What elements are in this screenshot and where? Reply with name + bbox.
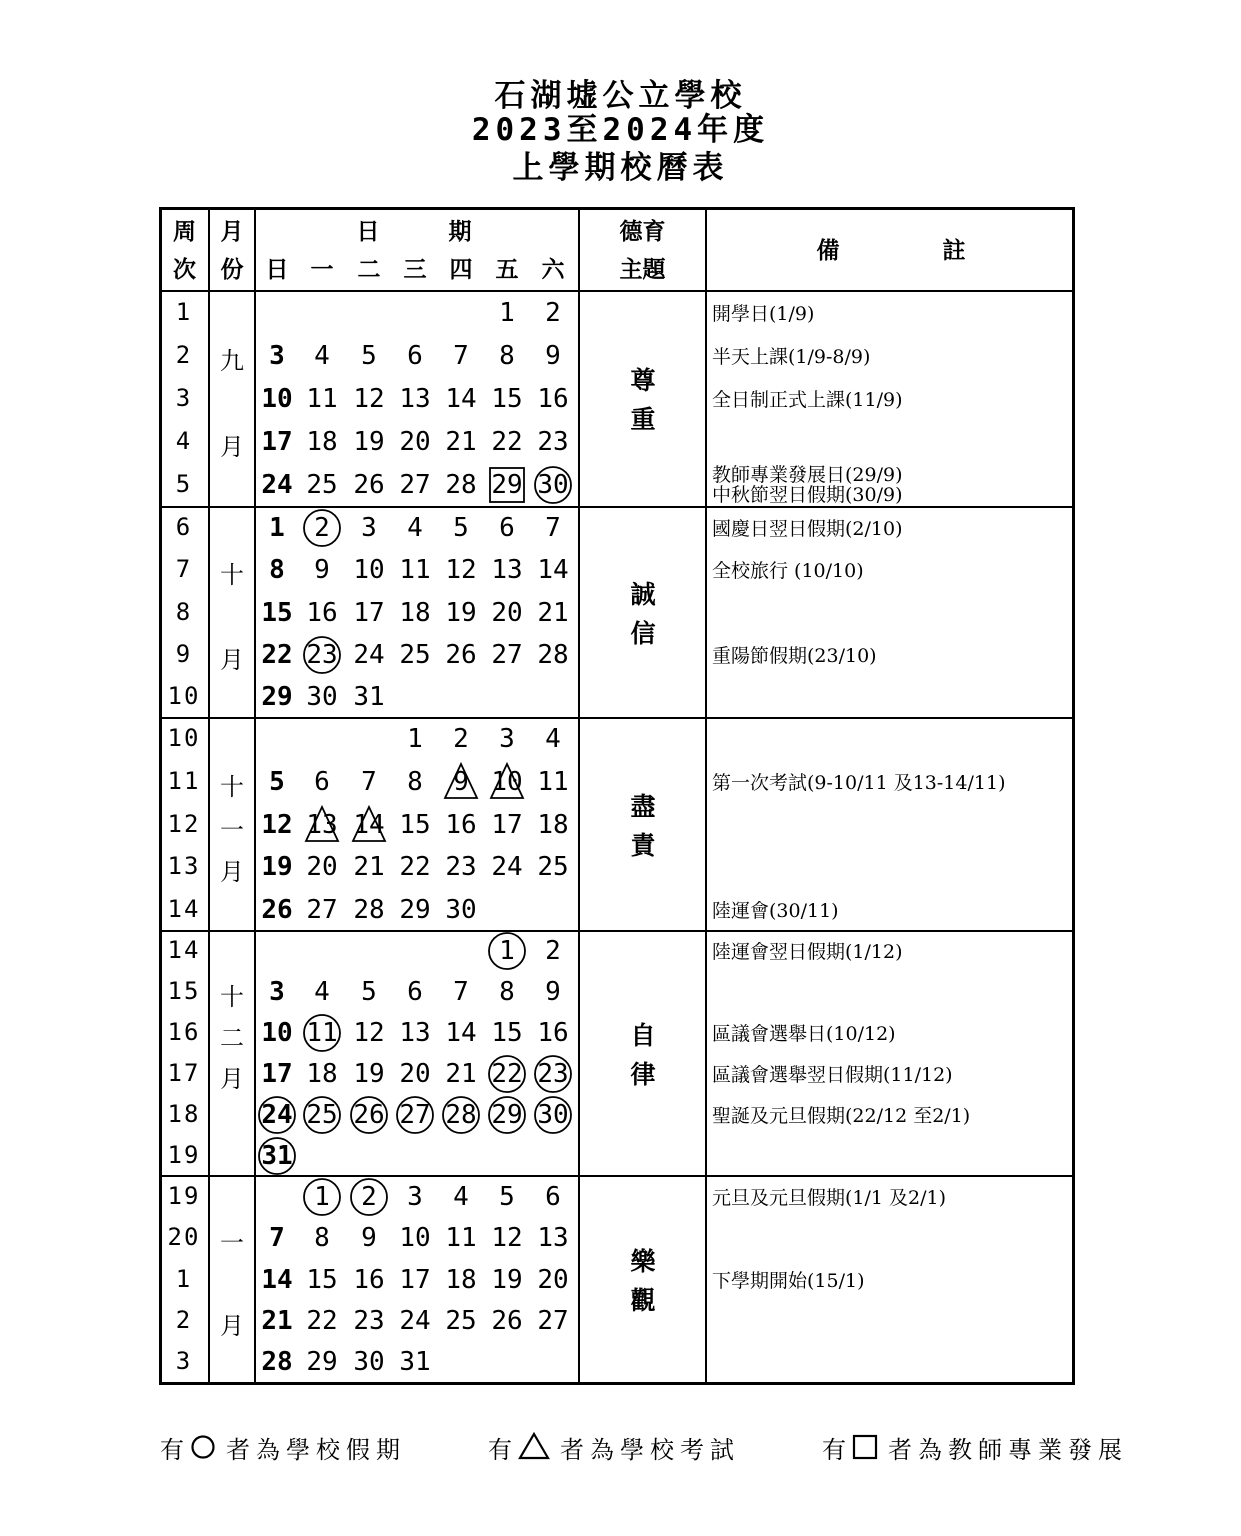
- calendar-day: 22: [261, 639, 293, 670]
- calendar-day: 15: [306, 1264, 338, 1295]
- weekday-header: 六: [541, 256, 565, 283]
- week-number: 5: [175, 470, 193, 499]
- calendar-day: 5: [453, 513, 469, 544]
- calendar-day: 17: [261, 427, 293, 458]
- calendar-day: 7: [269, 1223, 285, 1254]
- calendar-day: 12: [353, 384, 385, 414]
- calendar-day: 13: [537, 1223, 569, 1254]
- week-number: 13: [167, 852, 201, 881]
- calendar-title: 上學期校曆表: [512, 150, 729, 186]
- circle-mark: [255, 1135, 299, 1177]
- week-number: 12: [167, 809, 201, 838]
- calendar-day: 17: [261, 1058, 293, 1089]
- calendar-day: 20: [537, 1264, 569, 1295]
- calendar-day: 10: [261, 1018, 293, 1049]
- month-header: 份: [220, 256, 244, 283]
- calendar-day: 8: [407, 766, 423, 797]
- calendar-day: 18: [445, 1264, 477, 1295]
- calendar-day: 4: [545, 724, 561, 755]
- calendar-day: 27: [399, 1099, 431, 1130]
- weekday-header: 日: [265, 256, 289, 283]
- grid-line: [160, 717, 1073, 719]
- circle-mark: [439, 1094, 483, 1136]
- calendar-day: 29: [491, 1099, 523, 1130]
- circle-mark: [531, 1094, 575, 1136]
- calendar-day: 20: [306, 852, 338, 883]
- legend-pd-prefix: 有: [822, 1436, 852, 1464]
- week-number: 3: [175, 1347, 193, 1376]
- circle-mark: [300, 634, 344, 676]
- calendar-day: 6: [407, 977, 423, 1008]
- calendar-day: 7: [453, 977, 469, 1008]
- circle-mark: [300, 1094, 344, 1136]
- calendar-day: 19: [353, 1058, 385, 1089]
- calendar-day: 15: [261, 597, 293, 628]
- triangle-mark: [300, 804, 344, 846]
- calendar-day: 20: [399, 1058, 431, 1089]
- month-label: 十: [220, 772, 244, 801]
- calendar-day: 15: [491, 384, 523, 414]
- calendar-day: 28: [537, 639, 569, 670]
- calendar-day: 1: [499, 936, 515, 967]
- calendar-day: 23: [353, 1305, 385, 1336]
- calendar-day: 14: [261, 1264, 293, 1295]
- calendar-day: 21: [353, 852, 385, 883]
- moral-theme: 樂: [630, 1246, 656, 1276]
- calendar-day: 28: [261, 1347, 293, 1378]
- week-number: 1: [175, 1264, 193, 1293]
- calendar-day: 5: [361, 340, 377, 371]
- calendar-day: 2: [314, 513, 330, 544]
- calendar-day: 21: [445, 427, 477, 458]
- calendar-day: 31: [261, 1140, 293, 1171]
- calendar-day: 12: [353, 1018, 385, 1049]
- calendar-day: 13: [399, 384, 431, 414]
- week-number: 8: [175, 597, 193, 626]
- calendar-day: 14: [353, 809, 385, 840]
- calendar-day: 21: [445, 1058, 477, 1089]
- circle-mark: [393, 1094, 437, 1136]
- calendar-day: 8: [499, 340, 515, 371]
- remark: 開學日(1/9): [712, 302, 815, 325]
- calendar-day: 16: [445, 809, 477, 840]
- legend-pd: [822, 1430, 1128, 1465]
- month-label: 九: [220, 346, 244, 375]
- week-number: 15: [167, 977, 201, 1006]
- calendar-day: 19: [261, 852, 293, 883]
- remark: 區議會選舉翌日假期(11/12): [712, 1063, 953, 1086]
- calendar-day: 27: [306, 894, 338, 925]
- triangle-mark: [485, 761, 529, 803]
- calendar-day: 24: [353, 639, 385, 670]
- moral-theme: 律: [630, 1059, 656, 1089]
- calendar-day: 23: [445, 852, 477, 883]
- calendar-day: 10: [353, 555, 385, 586]
- calendar-day: 29: [491, 470, 523, 501]
- circle-mark: [485, 930, 529, 972]
- circle-mark: [531, 464, 575, 506]
- month-label: 一: [220, 815, 244, 844]
- moral-theme: 誠: [630, 579, 656, 609]
- calendar-day: 11: [306, 384, 338, 414]
- calendar-day: 9: [314, 555, 330, 586]
- calendar-day: 12: [491, 1223, 523, 1254]
- week-number: 1: [175, 297, 193, 326]
- calendar-day: 4: [314, 977, 330, 1008]
- week-number: 10: [167, 681, 201, 710]
- calendar-day: 3: [499, 724, 515, 755]
- calendar-day: 13: [491, 555, 523, 586]
- calendar-day: 1: [269, 513, 285, 544]
- week-number: 19: [167, 1140, 201, 1169]
- calendar-day: 29: [306, 1347, 338, 1378]
- calendar-day: 16: [306, 597, 338, 628]
- moral-theme: 尊: [630, 366, 656, 395]
- week-number: 19: [167, 1181, 201, 1210]
- calendar-day: 27: [537, 1305, 569, 1336]
- remarks-header: 註: [942, 237, 966, 264]
- calendar-day: 25: [445, 1305, 477, 1336]
- legend-exam-prefix: 有: [488, 1436, 518, 1464]
- circle-mark: [300, 507, 344, 549]
- school-year: 2023至2024年度: [471, 112, 770, 148]
- circle-mark: [300, 1176, 344, 1218]
- calendar-day: 8: [314, 1223, 330, 1254]
- calendar-day: 10: [491, 766, 523, 797]
- calendar-day: 8: [499, 977, 515, 1008]
- calendar-day: 21: [537, 597, 569, 628]
- calendar-day: 19: [445, 597, 477, 628]
- week-header: 周: [173, 218, 196, 245]
- calendar-day: 24: [261, 470, 293, 501]
- legend-holiday-prefix: 有: [160, 1436, 190, 1464]
- week-number: 9: [175, 639, 193, 668]
- month-header: 月: [220, 218, 244, 245]
- calendar-day: 23: [537, 427, 569, 458]
- date-header: 期: [448, 218, 472, 245]
- grid-line: [160, 930, 1073, 932]
- week-number: 16: [167, 1018, 201, 1047]
- remark: 元旦及元旦假期(1/1 及2/1): [712, 1186, 947, 1209]
- calendar-day: 22: [306, 1305, 338, 1336]
- square-icon: [852, 1434, 878, 1460]
- calendar-day: 24: [399, 1305, 431, 1336]
- calendar-day: 25: [306, 1099, 338, 1130]
- remark: 全日制正式上課(11/9): [712, 389, 903, 411]
- calendar-day: 11: [445, 1223, 477, 1254]
- calendar-day: 14: [445, 384, 477, 414]
- calendar-day: 26: [353, 470, 385, 501]
- week-number: 11: [167, 766, 201, 795]
- weekday-header: 二: [357, 256, 381, 283]
- calendar-day: 24: [261, 1099, 293, 1130]
- month-label: 二: [220, 1024, 244, 1053]
- calendar-day: 22: [491, 1058, 523, 1089]
- calendar-day: 30: [353, 1347, 385, 1378]
- calendar-day: 27: [491, 639, 523, 670]
- calendar-day: 17: [399, 1264, 431, 1295]
- calendar-day: 9: [545, 340, 561, 371]
- calendar-day: 6: [545, 1181, 561, 1212]
- calendar-day: 17: [491, 809, 523, 840]
- calendar-day: 14: [445, 1018, 477, 1049]
- calendar-day: 25: [537, 852, 569, 883]
- remark: 半天上課(1/9-8/9): [712, 345, 871, 368]
- calendar-day: 15: [491, 1018, 523, 1049]
- remark: 全校旅行 (10/10): [712, 560, 864, 583]
- week-number: 2: [175, 340, 193, 369]
- week-number: 18: [167, 1099, 201, 1128]
- week-header: 次: [173, 256, 196, 283]
- calendar-day: 4: [407, 513, 423, 544]
- calendar-day: 14: [537, 555, 569, 586]
- calendar-day: 1: [499, 297, 515, 328]
- calendar-day: 28: [353, 894, 385, 925]
- calendar-day: 11: [399, 555, 431, 586]
- calendar-day: 8: [269, 555, 285, 586]
- calendar-day: 30: [537, 1099, 569, 1130]
- moral-theme: 重: [630, 405, 656, 434]
- remark: 區議會選舉日(10/12): [712, 1023, 896, 1046]
- calendar-day: 31: [353, 681, 385, 712]
- calendar-day: 26: [491, 1305, 523, 1336]
- calendar-day: 26: [445, 639, 477, 670]
- calendar-day: 26: [261, 894, 293, 925]
- calendar-day: 4: [453, 1181, 469, 1212]
- calendar-day: 31: [399, 1347, 431, 1378]
- week-number: 10: [167, 724, 201, 753]
- week-number: 14: [167, 894, 201, 923]
- calendar-day: 3: [269, 340, 285, 371]
- calendar-day: 12: [445, 555, 477, 586]
- circle-mark: [347, 1094, 391, 1136]
- remark: 下學期開始(15/1): [712, 1269, 865, 1292]
- calendar-day: 22: [491, 427, 523, 458]
- calendar-day: 2: [361, 1181, 377, 1212]
- school-name: 石湖墟公立學校: [494, 78, 747, 114]
- month-label: 十: [220, 561, 244, 590]
- calendar-day: 2: [453, 724, 469, 755]
- date-header: 日: [356, 218, 380, 245]
- calendar-day: 15: [399, 809, 431, 840]
- calendar-day: 7: [361, 766, 377, 797]
- moral-theme: 信: [630, 618, 656, 648]
- legend-exam: [488, 1430, 740, 1465]
- calendar-day: 17: [353, 597, 385, 628]
- calendar-day: 19: [491, 1264, 523, 1295]
- calendar-day: 28: [445, 470, 477, 501]
- circle-mark: [347, 1176, 391, 1218]
- triangle-mark: [439, 761, 483, 803]
- calendar-day: 5: [361, 977, 377, 1008]
- calendar-day: 23: [537, 1058, 569, 1089]
- moral-theme: 觀: [630, 1285, 656, 1315]
- theme-header: 主題: [619, 256, 666, 283]
- weekday-header: 五: [495, 256, 519, 283]
- calendar-day: 16: [353, 1264, 385, 1295]
- calendar-day: 25: [399, 639, 431, 670]
- month-label: 月: [220, 433, 244, 462]
- remark: 國慶日翌日假期(2/10): [712, 518, 903, 541]
- calendar-day: 7: [545, 513, 561, 544]
- week-number: 14: [167, 936, 201, 965]
- remark: [712, 465, 903, 505]
- month-label: 月: [220, 645, 244, 674]
- calendar-day: 3: [269, 977, 285, 1008]
- calendar-day: 18: [399, 597, 431, 628]
- calendar-day: 21: [261, 1305, 293, 1336]
- legend-exam-label: 者為學校考試: [560, 1436, 740, 1464]
- calendar-day: 6: [407, 340, 423, 371]
- calendar-day: 29: [261, 681, 293, 712]
- calendar-day: 5: [499, 1181, 515, 1212]
- remark-line: 教師專業發展日(29/9): [712, 464, 903, 487]
- legend-pd-label: 者為教師專業發展: [888, 1436, 1128, 1464]
- remark: 重陽節假期(23/10): [712, 644, 877, 667]
- calendar-day: 28: [445, 1099, 477, 1130]
- calendar-day: 16: [537, 384, 569, 414]
- month-label: 一: [220, 1229, 244, 1258]
- moral-theme: 責: [630, 830, 656, 860]
- calendar-day: 9: [545, 977, 561, 1008]
- weekday-header: 四: [449, 256, 473, 283]
- circle-mark: [300, 1012, 344, 1054]
- calendar-day: 3: [361, 513, 377, 544]
- calendar-day: 9: [361, 1223, 377, 1254]
- calendar-day: 29: [399, 894, 431, 925]
- circle-mark: [485, 1094, 529, 1136]
- remarks-header: 備: [816, 237, 840, 264]
- calendar-day: 13: [399, 1018, 431, 1049]
- calendar-day: 24: [491, 852, 523, 883]
- calendar-day: 18: [306, 1058, 338, 1089]
- calendar-day: 19: [353, 427, 385, 458]
- circle-mark: [255, 1094, 299, 1136]
- month-label: 月: [220, 858, 244, 887]
- calendar-day: 30: [306, 681, 338, 712]
- moral-theme: 自: [630, 1020, 656, 1050]
- week-number: 7: [175, 555, 193, 584]
- grid-line: [1072, 208, 1075, 1383]
- circle-mark: [485, 1053, 529, 1095]
- calendar-day: 7: [453, 340, 469, 371]
- calendar-day: 4: [314, 340, 330, 371]
- week-number: 4: [175, 427, 193, 456]
- weekday-header: 一: [310, 256, 334, 283]
- calendar-day: 16: [537, 1018, 569, 1049]
- calendar-day: 2: [545, 936, 561, 967]
- calendar-day: 18: [306, 427, 338, 458]
- calendar-day: 18: [537, 809, 569, 840]
- remark: 第一次考試(9-10/11 及13-14/11): [712, 771, 1006, 794]
- calendar-day: 27: [399, 470, 431, 501]
- month-label: 十: [220, 983, 244, 1012]
- calendar-day: 1: [407, 724, 423, 755]
- square-mark: [485, 464, 529, 506]
- weekday-header: 三: [403, 256, 427, 283]
- week-number: 20: [167, 1223, 201, 1252]
- circle-mark: [531, 1053, 575, 1095]
- legend-holiday: [160, 1430, 406, 1465]
- calendar-day: 11: [306, 1018, 338, 1049]
- grid-line: [159, 207, 1075, 210]
- calendar-day: 2: [545, 297, 561, 328]
- calendar-day: 26: [353, 1099, 385, 1130]
- calendar-day: 20: [399, 427, 431, 458]
- calendar-day: 23: [306, 639, 338, 670]
- grid-line: [160, 290, 1073, 292]
- remark: 陸運會(30/11): [712, 899, 839, 922]
- week-number: 6: [175, 513, 193, 542]
- week-number: 3: [175, 384, 193, 412]
- calendar-day: 10: [399, 1223, 431, 1254]
- calendar-day: 22: [399, 852, 431, 883]
- circle-icon: [190, 1434, 216, 1460]
- calendar-day: 20: [491, 597, 523, 628]
- theme-header: 德育: [619, 218, 666, 245]
- calendar-day: 6: [499, 513, 515, 544]
- remark: 陸運會翌日假期(1/12): [712, 941, 903, 964]
- calendar-day: 25: [306, 470, 338, 501]
- remark: 聖誕及元旦假期(22/12 至2/1): [712, 1104, 971, 1127]
- triangle-icon: [518, 1432, 550, 1460]
- week-number: 17: [167, 1058, 201, 1087]
- calendar-day: 10: [261, 384, 293, 414]
- calendar-day: 9: [453, 766, 469, 797]
- calendar-day: 12: [261, 809, 293, 840]
- month-label: 月: [220, 1311, 244, 1340]
- calendar-day: 30: [537, 470, 569, 501]
- calendar-day: 30: [445, 894, 477, 925]
- week-number: 2: [175, 1305, 193, 1334]
- remark-line: 中秋節翌日假期(30/9): [712, 484, 903, 507]
- calendar-day: 5: [269, 766, 285, 797]
- legend-holiday-label: 者為學校假期: [226, 1436, 406, 1464]
- moral-theme: 盡: [630, 791, 656, 821]
- calendar-day: 13: [306, 809, 338, 840]
- triangle-mark: [347, 804, 391, 846]
- calendar-day: 6: [314, 766, 330, 797]
- calendar-day: 3: [407, 1181, 423, 1212]
- calendar-day: 1: [314, 1181, 330, 1212]
- calendar-day: 11: [537, 766, 569, 797]
- month-label: 月: [220, 1064, 244, 1093]
